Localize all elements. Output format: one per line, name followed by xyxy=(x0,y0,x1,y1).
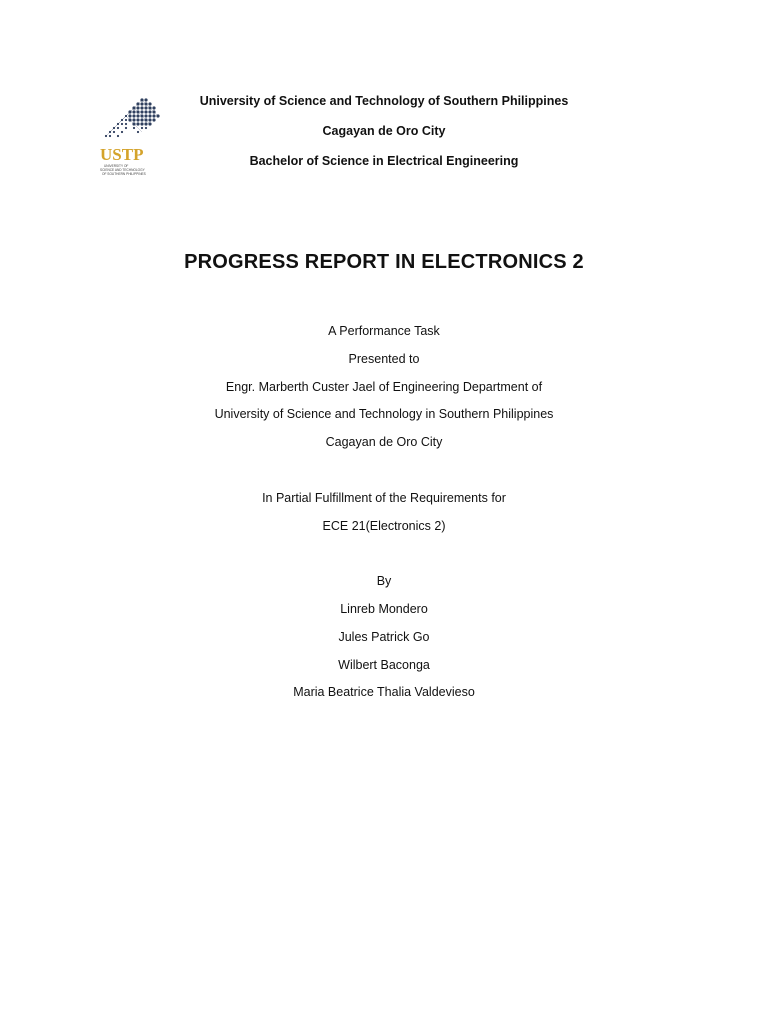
logo-dot xyxy=(125,119,127,121)
logo-dot xyxy=(128,114,131,117)
logo-dot xyxy=(148,110,151,113)
logo-subtext-3: OF SOUTHERN PHILIPPINES xyxy=(102,172,146,176)
report-title: PROGRESS REPORT IN ELECTRONICS 2 xyxy=(184,251,584,273)
logo-dot xyxy=(144,114,147,117)
course-code: ECE 21(Electronics 2) xyxy=(322,519,446,533)
program-name: Bachelor of Science in Electrical Engineering xyxy=(249,154,519,168)
logo-dot xyxy=(132,114,135,117)
logo-dot xyxy=(136,118,139,121)
logo-subtext-2: SCIENCE AND TECHNOLOGY xyxy=(100,168,145,172)
presentation-line-2: Presented to xyxy=(348,352,420,366)
logo-wordmark: USTP xyxy=(100,145,144,164)
author-name: Linreb Mondero xyxy=(340,602,428,616)
presentation-line-1: A Performance Task xyxy=(328,324,440,338)
author-name: Jules Patrick Go xyxy=(338,630,430,644)
logo-dot xyxy=(144,110,147,113)
university-name: University of Science and Technology of Southern Philippines xyxy=(199,94,569,108)
presentation-line-5: Cagayan de Oro City xyxy=(325,435,443,449)
logo-dot xyxy=(136,114,139,117)
logo-dot xyxy=(148,118,151,121)
author-name: Wilbert Baconga xyxy=(338,658,430,672)
logo-dot xyxy=(152,118,155,121)
logo-subtext-1: UNIVERSITY OF xyxy=(104,164,129,168)
author-name: Maria Beatrice Thalia Valdevieso xyxy=(293,685,475,699)
logo-dot xyxy=(132,110,135,113)
logo-dot xyxy=(140,118,143,121)
logo-dot xyxy=(140,110,143,113)
logo-dot xyxy=(132,118,135,121)
presentation-line-3: Engr. Marberth Custer Jael of Engineering Department of xyxy=(225,380,543,394)
logo-dot xyxy=(148,114,151,117)
header-city: Cagayan de Oro City xyxy=(322,124,446,138)
fulfillment-line-1: In Partial Fulfillment of the Requirements for xyxy=(262,491,506,505)
logo-dot xyxy=(152,114,155,117)
by-label: By xyxy=(376,574,392,588)
presentation-line-4: University of Science and Technology in Southern Philippines xyxy=(214,407,554,421)
